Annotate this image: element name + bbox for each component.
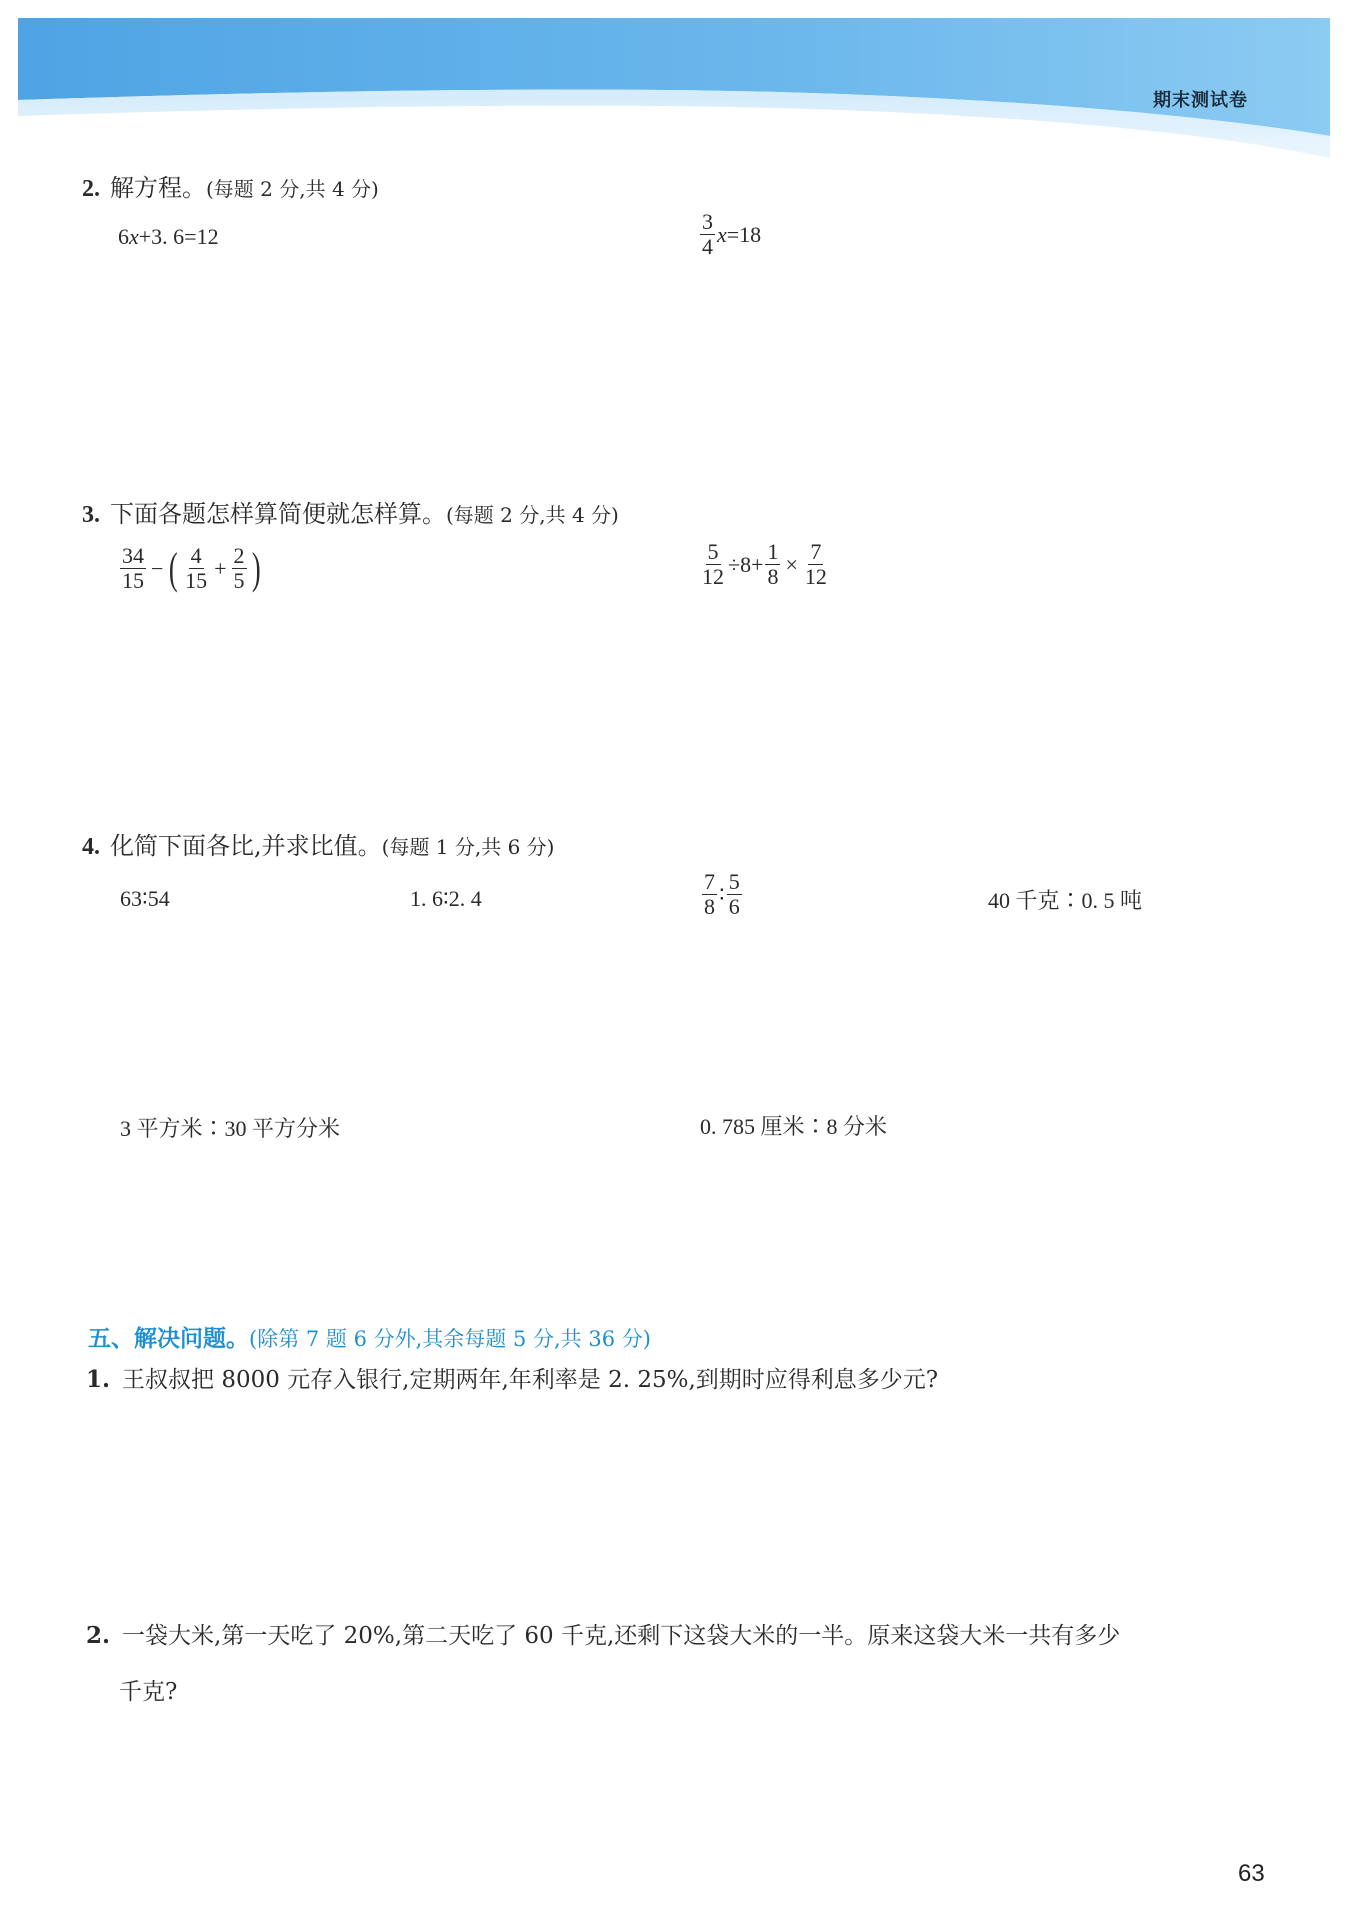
eq2-rest: =18: [726, 221, 762, 247]
q3e1-f3-num: 2: [233, 543, 245, 568]
q3e1-frac-2: [183, 544, 209, 593]
q3e1-frac-1: [120, 544, 146, 593]
q3e2-f1-den: 12: [702, 564, 724, 589]
q2-equation-2: [698, 210, 761, 259]
q3-expression-2: [698, 540, 831, 589]
q4-number: 4.: [82, 834, 100, 860]
q4c-colon: ∶: [719, 881, 725, 907]
section5-note: (除第 7 题 6 分外,其余每题 5 分,共 36 分): [249, 1327, 651, 1351]
q4-heading: [82, 826, 554, 861]
q3e2-f2-den: 8: [767, 564, 779, 589]
q2-equation-1: [118, 224, 219, 250]
eq1-rest: +3. 6=12: [138, 224, 219, 249]
eq2-num: 3: [702, 209, 713, 234]
q4c-frac-1: [702, 870, 717, 919]
q2-title: 解方程。: [110, 174, 206, 202]
problem-2-line-2: 千克?: [119, 1679, 178, 1705]
q4c-frac-2: [727, 870, 742, 919]
q3e2-f3-num: 7: [810, 539, 822, 564]
q4-title: 化简下面各比,并求比值。: [110, 832, 382, 860]
q3e2-frac-1: [700, 540, 726, 589]
header-banner: [18, 18, 1330, 168]
q3e2-f3-den: 12: [804, 564, 827, 589]
q3-expression-1: [118, 544, 263, 593]
q2-heading: [82, 168, 379, 203]
eq2-var: x: [717, 221, 727, 247]
q3e2-f2-num: 1: [767, 539, 779, 564]
problem-2-number: 2.: [86, 1622, 111, 1649]
q4-item-b: 1. 6∶2. 4: [410, 886, 482, 911]
q3e2-times: ×: [785, 551, 798, 577]
q3e1-f3-den: 5: [233, 568, 245, 593]
section5-heading: [88, 1320, 651, 1353]
q4-note: (每题 1 分,共 6 分): [381, 835, 555, 859]
q4-item-d: 40 千克∶0. 5 吨: [988, 888, 1143, 913]
banner-graphic: [18, 18, 1330, 168]
q2-number: 2.: [82, 176, 100, 202]
q3e2-div: ÷8+: [728, 551, 764, 577]
q4c-f1-den: 8: [704, 894, 715, 919]
q3-title: 下面各题怎样算简便就怎样算。: [110, 500, 446, 528]
q3e1-lparen: (: [169, 543, 179, 593]
q3e1-plus: +: [214, 555, 227, 581]
q3e2-f1-num: 5: [707, 539, 719, 564]
q4-item-a: 63∶54: [120, 886, 170, 911]
eq1-coef: 6: [118, 224, 129, 249]
problem-2-line-1: 一袋大米,第一天吃了 20%,第二天吃了 60 千克,还剩下这袋大米的一半。原来这袋大米一共有多少: [122, 1623, 1121, 1649]
q4c-f2-den: 6: [728, 894, 740, 919]
q2-note: (每题 2 分,共 4 分): [206, 177, 379, 201]
q4-item-e: 3 平方米∶30 平方分米: [120, 1116, 341, 1141]
exam-tag: 期末测试卷: [1153, 90, 1248, 111]
q4c-f1-num: 7: [704, 869, 715, 894]
q3e1-frac-3: [232, 544, 247, 593]
problem-1-number: 1.: [86, 1366, 111, 1393]
problem-2: [86, 1608, 1120, 1720]
q3e1-f2-den: 15: [185, 568, 208, 593]
q3e1-f1-den: 15: [122, 568, 144, 593]
q3e1-minus: −: [151, 555, 164, 581]
q3e1-f2-num: 4: [190, 543, 202, 568]
eq1-var: x: [129, 224, 139, 249]
q3e2-frac-2: [765, 540, 780, 589]
q3-heading: [82, 494, 619, 529]
eq2-fraction: [700, 210, 715, 259]
q4-item-f: 0. 785 厘米∶8 分米: [700, 1114, 888, 1139]
q4c-f2-num: 5: [728, 869, 740, 894]
q3e1-f1-num: 34: [122, 543, 144, 568]
q3e2-frac-3: [803, 540, 829, 589]
eq2-den: 4: [702, 234, 713, 259]
section5-title: 五、解决问题。: [88, 1325, 249, 1352]
q4-item-c: [700, 870, 744, 919]
q3e1-rparen: ): [251, 543, 261, 593]
problem-1-text: 王叔叔把 8000 元存入银行,定期两年,年利率是 2. 25%,到期时应得利息多少元?: [122, 1367, 939, 1393]
problem-1: [86, 1352, 938, 1408]
page-number: 63: [1238, 1860, 1265, 1887]
q3-note: (每题 2 分,共 4 分): [446, 503, 619, 527]
q3-number: 3.: [82, 502, 100, 528]
